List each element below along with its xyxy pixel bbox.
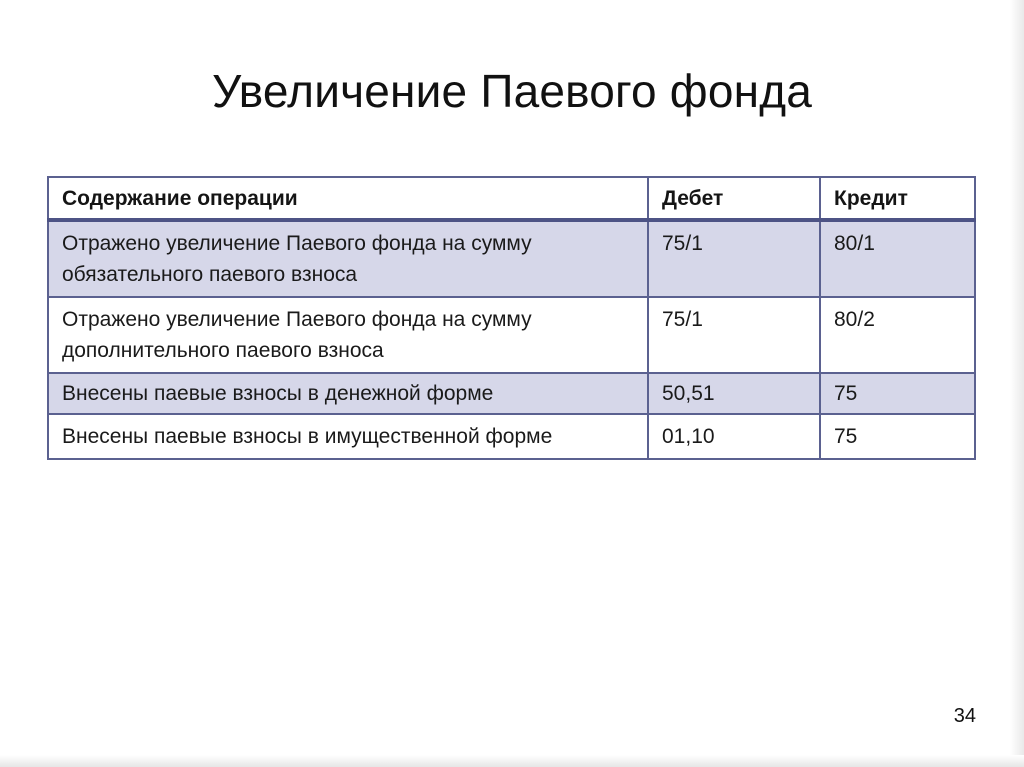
credit-cell: 75 [820, 414, 975, 459]
debit-cell: 75/1 [648, 220, 820, 297]
operations-table [47, 176, 976, 460]
table-row [48, 373, 975, 414]
operation-cell: Отражено увеличение Паевого фонда на сумму обязательного паевого взноса [48, 220, 648, 297]
page-edge-shadow [1010, 0, 1024, 767]
slide-title: Увеличение Паевого фонда [211, 65, 813, 117]
page-edge-shadow [0, 755, 1024, 767]
debit-cell: 01,10 [648, 414, 820, 459]
slide-number: 34 [953, 705, 976, 727]
header-debit: Дебет [648, 177, 820, 220]
header-credit: Кредит [820, 177, 975, 220]
operation-cell: Внесены паевые взносы в имущественной форме [48, 414, 648, 459]
table-row [48, 414, 975, 459]
debit-cell: 75/1 [648, 297, 820, 373]
operation-cell: Внесены паевые взносы в денежной форме [48, 373, 648, 414]
table-row [48, 220, 975, 297]
credit-cell: 80/1 [820, 220, 975, 297]
credit-cell: 75 [820, 373, 975, 414]
operation-cell: Отражено увеличение Паевого фонда на сумму дополнительного паевого взноса [48, 297, 648, 373]
credit-cell: 80/2 [820, 297, 975, 373]
table-header-row [48, 177, 975, 220]
table-row [48, 297, 975, 373]
debit-cell: 50,51 [648, 373, 820, 414]
header-operation-content: Содержание операции [48, 177, 648, 220]
